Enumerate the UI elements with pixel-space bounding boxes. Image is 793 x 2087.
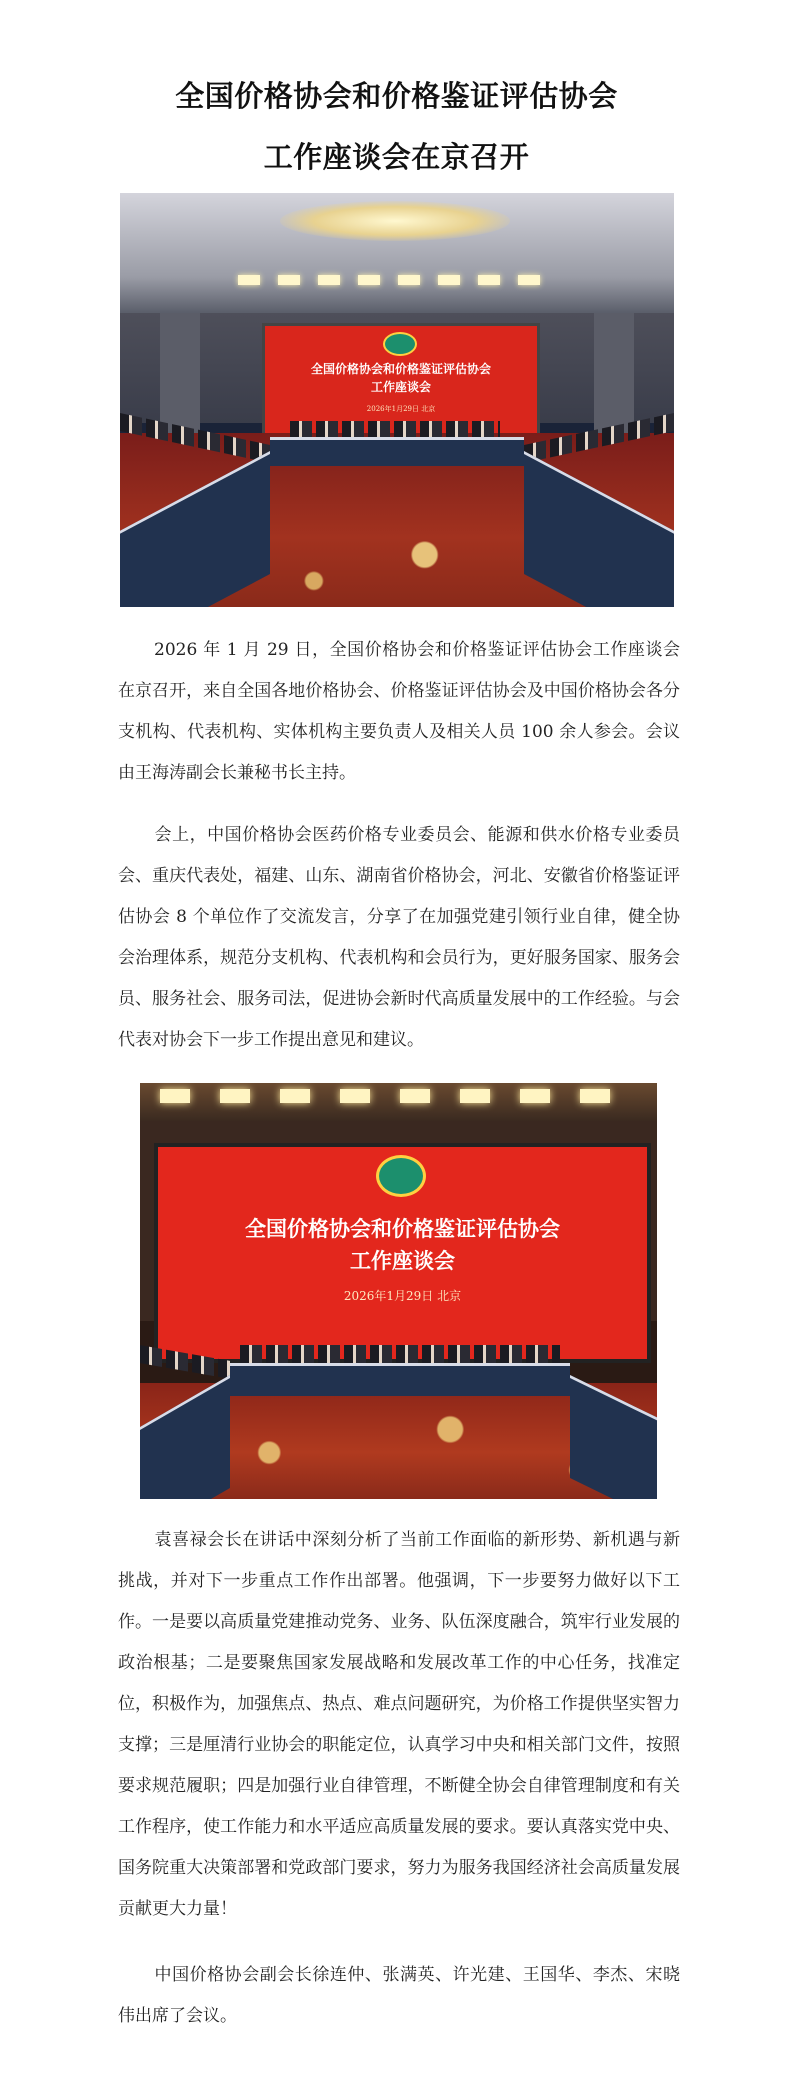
screen-title-1: 全国价格协会和价格鉴证评估协会: [310, 362, 491, 376]
paragraph-3: 袁喜禄会长在讲话中深刻分析了当前工作面临的新形势、新机遇与新挑战，并对下一步重点工作作出部署。他强调，下一步要努力做好以下工作。一是要以高质量党建推动党务、业务、队伍深度融合，筑牢行业发展的政治根基；二是要聚焦国家发展战略和发展改革工作的中心任务，找准定位，积极作为，加强焦点、热点、难点问题研究，为价格工作提供坚实智力支撑；三是厘清行业协会的职能定位，认真学习中央和相关部门文件，按照要求规范履职；四是加强行业自律管理，不断健全协会自律管理制度和有关工作程序，使工作能力和水平适应高质量发展的要求。要认真落实党中央、国务院重大决策部署和党政部门要求，努力为服务我国经济社会高质量发展贡献更大力量！: [118, 1530, 680, 1919]
meeting-photo-2: [140, 1083, 657, 1499]
paragraph-4: 中国价格协会副会长徐连仲、张满英、许光建、王国华、李杰、宋晓伟出席了会议。: [118, 1965, 680, 2026]
association-logo: [376, 1155, 426, 1197]
led-screen: [154, 1143, 651, 1363]
article-title-line-2: 工作座谈会在京召开: [263, 140, 530, 174]
screen-title-2: 工作座谈会: [350, 1249, 455, 1273]
paragraph-2: 会上，中国价格协会医药价格专业委员会、能源和供水价格专业委员会、重庆代表处，福建、山东、湖南省价格协会，河北、安徽省价格鉴证评估协会 8 个单位作了交流发言，分享了在加强党建引领行业自律，健全协会治理体系，规范分支机构、代表机构和会员行为，更好服务国家、服务会员、服务社会、服务司法，促进协会新时代高质量发展中的工作经验。与会代表对协会下一步工作提出意见和建议。: [118, 825, 680, 1050]
conference-table: [230, 1363, 570, 1396]
screen-title-1: 全国价格协会和价格鉴证评估协会: [245, 1217, 560, 1241]
conference-table: [270, 437, 524, 466]
chandelier: [280, 201, 510, 241]
screen-title-2: 工作座谈会: [370, 380, 431, 394]
association-logo: [383, 332, 417, 356]
screen-date: 2026年1月29日 北京: [343, 1289, 462, 1303]
article-title-line-1: 全国价格协会和价格鉴证评估协会: [175, 79, 618, 113]
screen-date: 2026年1月29日 北京: [366, 405, 436, 413]
paragraph-1: 2026 年 1 月 29 日，全国价格协会和价格鉴证评估协会工作座谈会在京召开，来自全国各地价格协会、价格鉴证评估协会及中国价格协会各分支机构、代表机构、实体机构主要负责人及相关人员 100 余人参会。会议由王海涛副会长兼秘书长主持。: [118, 640, 680, 783]
meeting-photo-1: [120, 193, 674, 607]
